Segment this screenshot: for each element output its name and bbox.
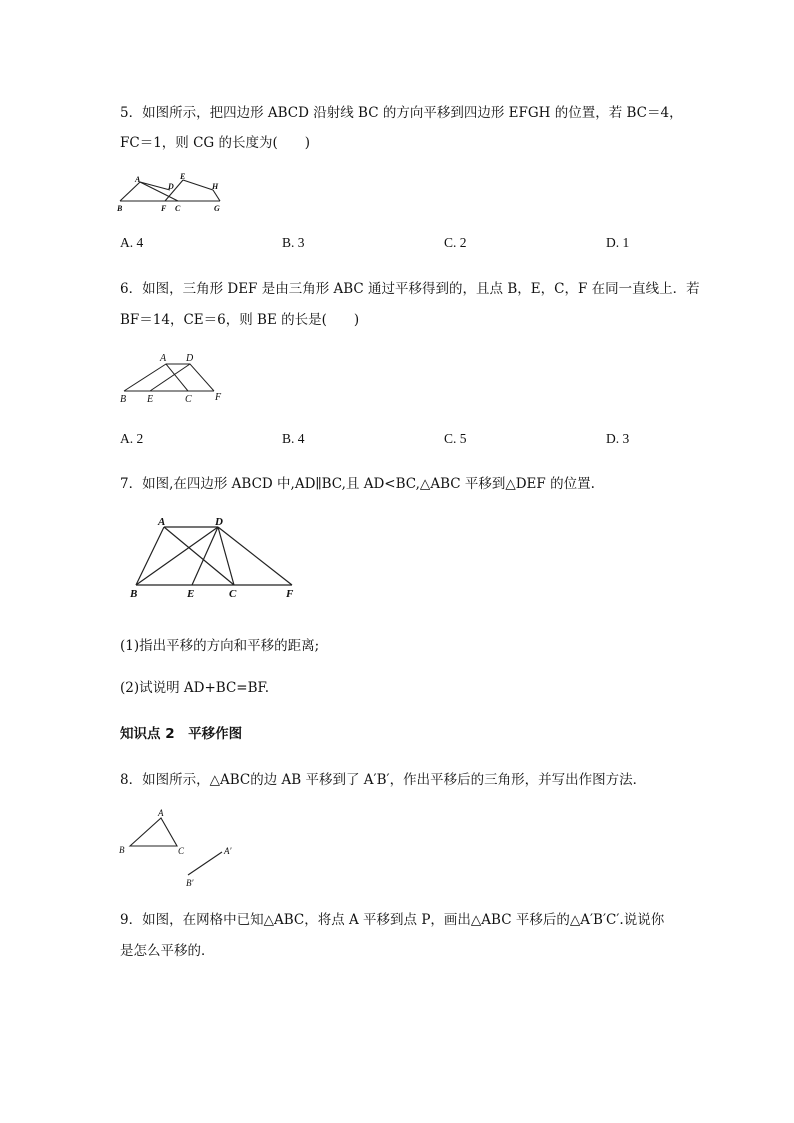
- q8-label-a: A: [158, 808, 164, 818]
- q7-label-f: F: [286, 588, 294, 600]
- q8-label-a-prime: A′: [224, 846, 232, 856]
- q6-label-e: E: [147, 394, 154, 405]
- section-heading: 知识点 2 平移作图: [120, 726, 243, 742]
- q8-label-b: B: [119, 845, 125, 855]
- q5-option-c[interactable]: C. 2: [444, 235, 467, 250]
- q7-label-d: D: [215, 516, 223, 528]
- q6-label-c: C: [185, 394, 192, 405]
- q6-option-d[interactable]: D. 3: [606, 431, 630, 446]
- q5-label-b: B: [117, 204, 123, 213]
- q5-option-a[interactable]: A. 4: [120, 235, 144, 250]
- q7-text-line1: 7．如图,在四边形 ABCD 中,AD∥BC,且 AD<BC,△ABC 平移到△DEF 的位置.: [120, 476, 595, 492]
- q8-figure: [116, 806, 246, 890]
- q9-text-line2: 是怎么平移的．: [120, 943, 215, 959]
- q7-label-e: E: [187, 588, 195, 600]
- q5-segment-hg: [213, 190, 220, 201]
- q5-label-d: D: [168, 182, 174, 191]
- q5-text-line1: 5．如图所示，把四边形 ABCD 沿射线 BC 的方向平移到四边形 EFGH 的位置，若 BC＝4，: [120, 105, 683, 121]
- q8-label-b-prime: B′: [186, 878, 194, 888]
- q8-text-line1: 8．如图所示，△ABC的边 AB 平移到了 A′B′，作出平移后的三角形，并写出作图方法．: [120, 772, 647, 788]
- q6-label-d: D: [186, 353, 194, 364]
- q6-option-c[interactable]: C. 5: [444, 431, 467, 446]
- q5-segment-eh: [183, 180, 213, 190]
- q6-option-a[interactable]: A. 2: [120, 431, 144, 446]
- q6-label-f: F: [215, 392, 222, 403]
- q5-label-h: H: [212, 182, 219, 191]
- q7-segment-ac: [164, 527, 234, 585]
- q6-text-line2: BF＝14，CE＝6，则 BE 的长是( ): [120, 312, 360, 328]
- q9-text-line1: 9．如图，在网格中已知△ABC，将点 A 平移到点 P，画出△ABC 平移后的△A′B′C′.说说你: [120, 912, 665, 928]
- q6-label-a: A: [160, 353, 167, 364]
- q5-label-e: E: [180, 172, 186, 181]
- q7-segment-ab: [136, 527, 164, 585]
- q7-segment-db: [136, 527, 218, 585]
- q5-label-c: C: [175, 204, 181, 213]
- q8-label-c: C: [178, 846, 185, 856]
- q8-segment-a-prime-b-prime: [188, 852, 222, 875]
- q7-subquestion-1: (1)指出平移的方向和平移的距离;: [120, 638, 320, 654]
- q5-option-b[interactable]: B. 3: [282, 235, 305, 250]
- q5-text-line2: FC＝1，则 CG 的长度为( ): [120, 135, 311, 151]
- q5-segment-ad: [140, 182, 170, 190]
- q7-label-c: C: [229, 588, 237, 600]
- q5-label-g: G: [214, 204, 220, 213]
- q5-label-f: F: [161, 204, 167, 213]
- q7-label-b: B: [130, 588, 138, 600]
- q7-figure: [120, 515, 310, 607]
- q5-segment-ba: [120, 182, 140, 201]
- q6-figure: [112, 348, 232, 406]
- q7-subquestion-2: (2)试说明 AD+BC=BF.: [120, 680, 270, 696]
- q6-text-line1: 6．如图，三角形 DEF 是由三角形 ABC 通过平移得到的，且点 B，E，C，F 在同一直线上．若: [120, 281, 700, 297]
- q8-triangle-abc: [130, 818, 177, 846]
- q6-label-b: B: [120, 394, 127, 405]
- q5-label-a: A: [135, 175, 141, 184]
- q5-figure: [110, 168, 240, 218]
- q7-segment-df: [218, 527, 292, 585]
- q7-segment-dc: [218, 527, 234, 585]
- q5-option-d[interactable]: D. 1: [606, 235, 630, 250]
- q6-option-b[interactable]: B. 4: [282, 431, 305, 446]
- q7-label-a: A: [158, 516, 166, 528]
